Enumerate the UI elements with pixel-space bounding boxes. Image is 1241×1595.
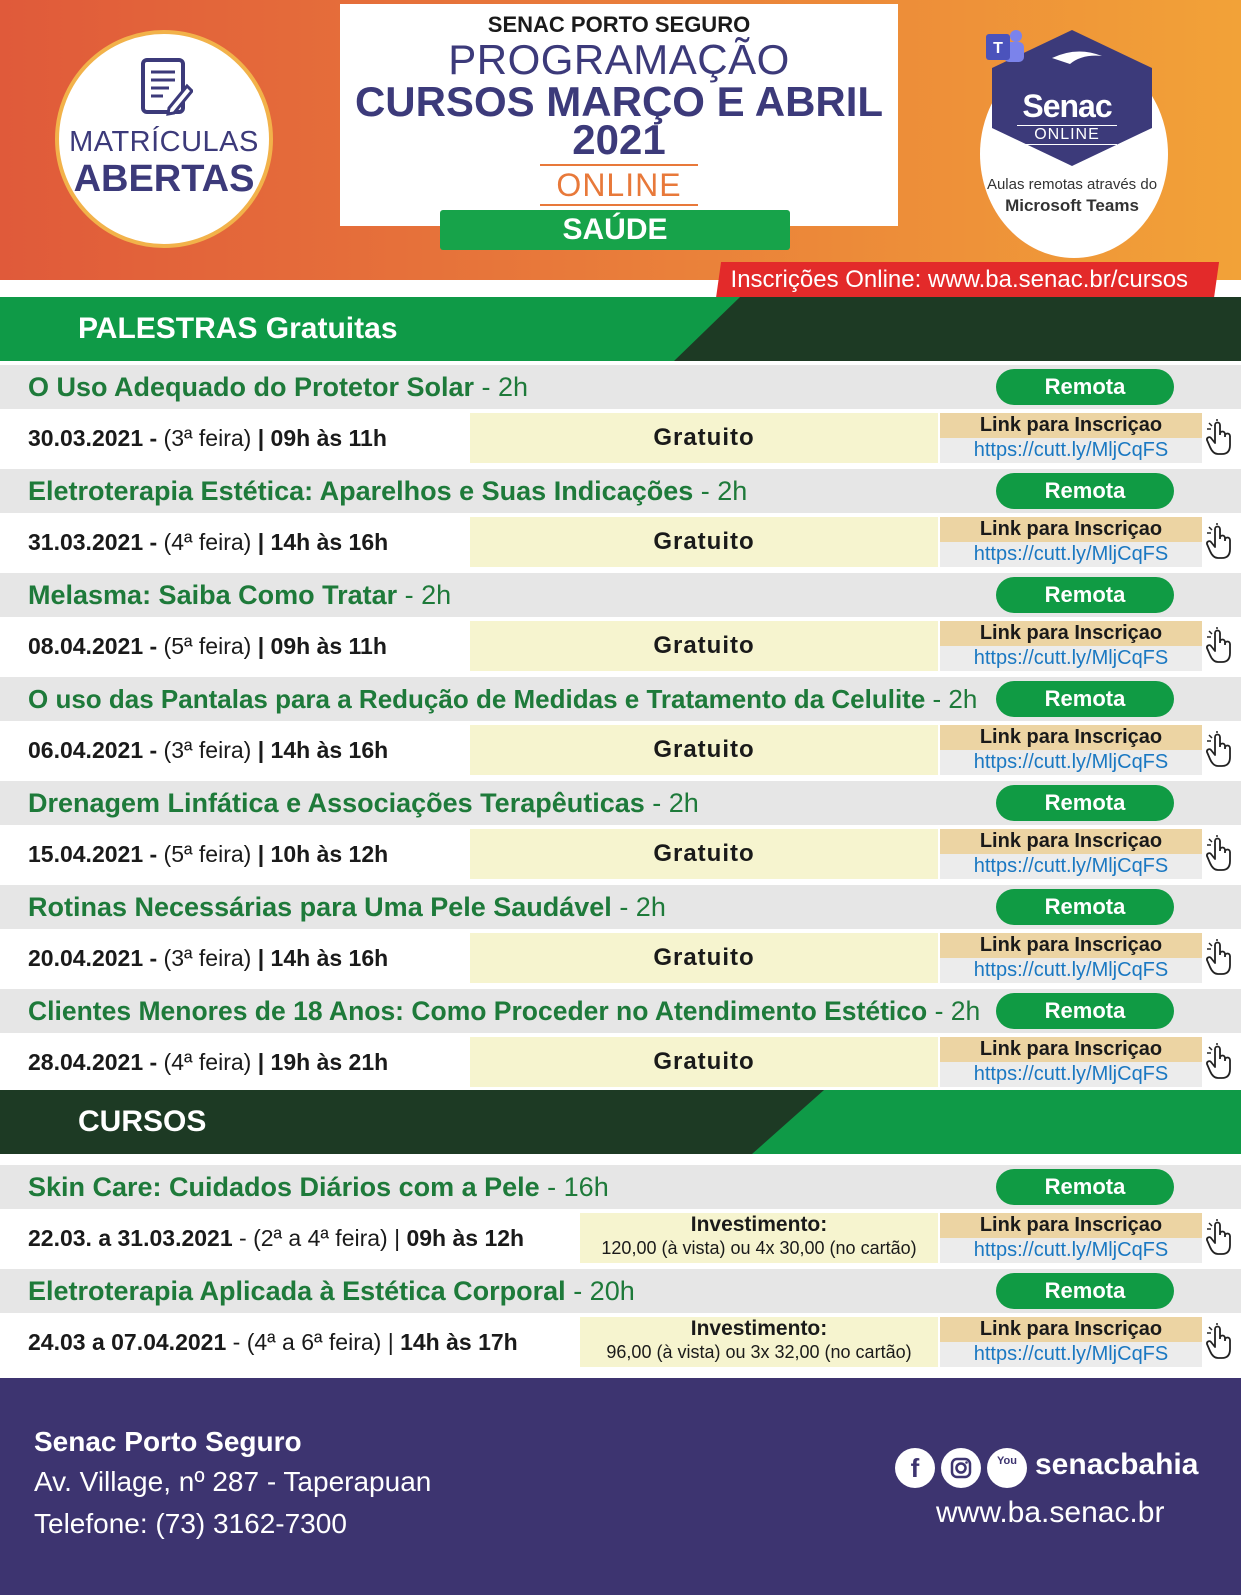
palestras-title-row: [0, 781, 1241, 825]
price-label: Gratuito: [470, 1037, 938, 1087]
registration-link[interactable]: https://cutt.ly/MljCqFS: [940, 1062, 1202, 1087]
mode-badge: Remota: [996, 785, 1174, 821]
programacao-title: PROGRAMAÇÃO: [448, 36, 790, 83]
mode-badge: Remota: [996, 577, 1174, 613]
footer: [0, 1378, 1241, 1595]
event-title: Eletroterapia Aplicada à Estética Corporal - 20h: [28, 1276, 635, 1306]
event-title: Drenagem Linfática e Associações Terapêuticas - 2h: [28, 788, 699, 818]
price-label: Gratuito: [470, 413, 938, 463]
pointer-hand-icon: [1204, 1043, 1234, 1081]
palestras-title-row: [0, 469, 1241, 513]
registration-link[interactable]: https://cutt.ly/MljCqFS: [940, 854, 1202, 879]
document-edit-icon: [139, 56, 193, 120]
price-label: Gratuito: [470, 933, 938, 983]
badge-line1: MATRÍCULAS: [69, 126, 259, 158]
logo-brand: Senac: [1022, 88, 1112, 124]
mode-badge: Remota: [996, 369, 1174, 405]
link-label: Link para Inscriçao: [940, 1213, 1202, 1238]
registration-link-box[interactable]: [940, 725, 1202, 775]
palestras-section-banner: [0, 297, 1241, 361]
pointer-hand-icon: [1204, 731, 1234, 769]
mode-badge: Remota: [996, 681, 1174, 717]
pointer-hand-icon: [1204, 1323, 1234, 1361]
teams-text: Microsoft Teams: [1005, 196, 1139, 215]
org-name: SENAC PORTO SEGURO: [487, 12, 751, 37]
event-schedule: 31.03.2021 - (4ª feira) | 14h às 16h: [28, 529, 389, 555]
link-label: Link para Inscriçao: [940, 933, 1202, 958]
investment-label: Investimento:: [690, 1213, 828, 1236]
link-label: Link para Inscriçao: [940, 1317, 1202, 1342]
pointer-hand-icon: [1204, 419, 1234, 457]
investment-box: [580, 1317, 938, 1367]
investment-label: Investimento:: [690, 1317, 828, 1340]
palestras-title-row: [0, 365, 1241, 409]
palestras-title-row: [0, 885, 1241, 929]
year-title: 2021: [572, 116, 666, 163]
social-handle[interactable]: senacbahia: [1035, 1448, 1199, 1481]
footer-org-name: Senac Porto Seguro: [34, 1426, 302, 1457]
event-title: Eletroterapia Estética: Aparelhos e Suas Indicações - 2h: [28, 476, 748, 506]
registration-link[interactable]: https://cutt.ly/MljCqFS: [940, 438, 1202, 463]
event-schedule: 15.04.2021 - (5ª feira) | 10h às 12h: [28, 841, 389, 867]
pointer-hand-icon: [1204, 627, 1234, 665]
link-label: Link para Inscriçao: [940, 829, 1202, 854]
registration-link-box[interactable]: [940, 621, 1202, 671]
registration-link[interactable]: https://cutt.ly/MljCqFS: [940, 1238, 1202, 1263]
registration-link[interactable]: https://cutt.ly/MljCqFS: [940, 542, 1202, 567]
pointer-hand-icon: [1204, 835, 1234, 873]
footer-address: Av. Village, nº 287 - Taperapuan: [34, 1466, 432, 1497]
registration-link[interactable]: https://cutt.ly/MljCqFS: [940, 958, 1202, 983]
header-banner: [0, 0, 1241, 280]
registration-link-box[interactable]: [940, 933, 1202, 983]
instagram-icon[interactable]: [941, 1448, 981, 1488]
link-label: Link para Inscriçao: [940, 517, 1202, 542]
palestras-info-row: [0, 515, 1241, 569]
investment-value: 120,00 (à vista) ou 4x 30,00 (no cartão): [601, 1238, 917, 1258]
price-label: Gratuito: [470, 725, 938, 775]
senac-online-badge: [972, 28, 1172, 258]
price-label: Gratuito: [470, 621, 938, 671]
event-schedule: 20.04.2021 - (3ª feira) | 14h às 16h: [28, 945, 389, 971]
mode-badge: Remota: [996, 1169, 1174, 1205]
price-label: Gratuito: [470, 829, 938, 879]
event-schedule: 28.04.2021 - (4ª feira) | 19h às 21h: [28, 1049, 389, 1075]
palestras-title-row: [0, 573, 1241, 617]
pointer-hand-icon: [1204, 1219, 1234, 1257]
facebook-icon[interactable]: f: [895, 1448, 935, 1488]
remote-classes-text: Aulas remotas através do: [986, 176, 1158, 193]
palestras-info-row: [0, 411, 1241, 465]
event-title: O uso das Pantalas para a Redução de Medidas e Tratamento da Celulite - 2h: [28, 684, 978, 714]
mode-badge: Remota: [996, 1273, 1174, 1309]
registration-link-box[interactable]: [940, 1037, 1202, 1087]
palestras-info-row: [0, 619, 1241, 673]
price-label: Gratuito: [470, 517, 938, 567]
registration-link[interactable]: https://cutt.ly/MljCqFS: [940, 646, 1202, 671]
event-schedule: 30.03.2021 - (3ª feira) | 09h às 11h: [28, 425, 387, 451]
section-title: CURSOS: [78, 1105, 207, 1138]
mode-badge: Remota: [996, 473, 1174, 509]
cursos-title-row: [0, 1269, 1241, 1313]
registration-link-box[interactable]: [940, 413, 1202, 463]
event-schedule: 22.03. a 31.03.2021 - (2ª a 4ª feira) | 09h às 12h: [28, 1225, 525, 1251]
footer-phone: Telefone: (73) 3162-7300: [34, 1508, 347, 1539]
registration-link-box[interactable]: [940, 1317, 1202, 1367]
online-registration-link[interactable]: Inscrições Online: www.ba.senac.br/cursos: [716, 262, 1219, 298]
cursos-title: CURSOS MARÇO E ABRIL: [354, 78, 884, 125]
palestras-info-row: [0, 1035, 1241, 1089]
palestras-info-row: [0, 723, 1241, 777]
cursos-info-row: [0, 1315, 1241, 1369]
cursos-title-row: [0, 1165, 1241, 1209]
palestras-info-row: [0, 931, 1241, 985]
event-schedule: 24.03 a 07.04.2021 - (4ª a 6ª feira) | 14h às 17h: [28, 1329, 518, 1355]
investment-value: 96,00 (à vista) ou 3x 32,00 (no cartão): [606, 1342, 912, 1362]
registration-link-box[interactable]: [940, 829, 1202, 879]
event-title: Melasma: Saiba Como Tratar - 2h: [28, 580, 452, 610]
event-title: Skin Care: Cuidados Diários com a Pele - 16h: [28, 1172, 609, 1202]
event-title: Rotinas Necessárias para Uma Pele Saudável - 2h: [28, 892, 666, 922]
mode-badge: Remota: [996, 889, 1174, 925]
online-label: ONLINE: [540, 164, 698, 206]
badge-line2: ABERTAS: [73, 158, 255, 200]
link-label: Link para Inscriçao: [940, 621, 1202, 646]
pointer-hand-icon: [1204, 939, 1234, 977]
investment-box: [580, 1213, 938, 1263]
teams-icon: [982, 28, 1026, 64]
enrollment-badge: [55, 30, 273, 248]
palestras-title-row: [0, 989, 1241, 1033]
link-label: Link para Inscriçao: [940, 413, 1202, 438]
area-label: SAÚDE: [440, 210, 790, 250]
footer-website[interactable]: www.ba.senac.br: [936, 1496, 1165, 1529]
link-label: Link para Inscriçao: [940, 1037, 1202, 1062]
pointer-hand-icon: [1204, 523, 1234, 561]
event-title: O Uso Adequado do Protetor Solar - 2h: [28, 372, 529, 402]
link-label: Link para Inscriçao: [940, 725, 1202, 750]
cursos-info-row: [0, 1211, 1241, 1265]
event-schedule: 06.04.2021 - (3ª feira) | 14h às 16h: [28, 737, 389, 763]
event-title: Clientes Menores de 18 Anos: Como Proceder no Atendimento Estético - 2h: [28, 996, 981, 1026]
youtube-icon[interactable]: You: [987, 1448, 1027, 1488]
title-box: [340, 4, 898, 246]
section-title: PALESTRAS Gratuitas: [78, 312, 398, 345]
cursos-section-banner: [0, 1090, 1241, 1154]
svg-text:T: T: [993, 40, 1003, 57]
palestras-title-row: [0, 677, 1241, 721]
registration-link[interactable]: https://cutt.ly/MljCqFS: [940, 750, 1202, 775]
registration-link-box[interactable]: [940, 517, 1202, 567]
registration-link[interactable]: https://cutt.ly/MljCqFS: [940, 1342, 1202, 1367]
registration-link-box[interactable]: [940, 1213, 1202, 1263]
event-schedule: 08.04.2021 - (5ª feira) | 09h às 11h: [28, 633, 387, 659]
palestras-info-row: [0, 827, 1241, 881]
mode-badge: Remota: [996, 993, 1174, 1029]
logo-online: ONLINE: [1017, 125, 1117, 145]
